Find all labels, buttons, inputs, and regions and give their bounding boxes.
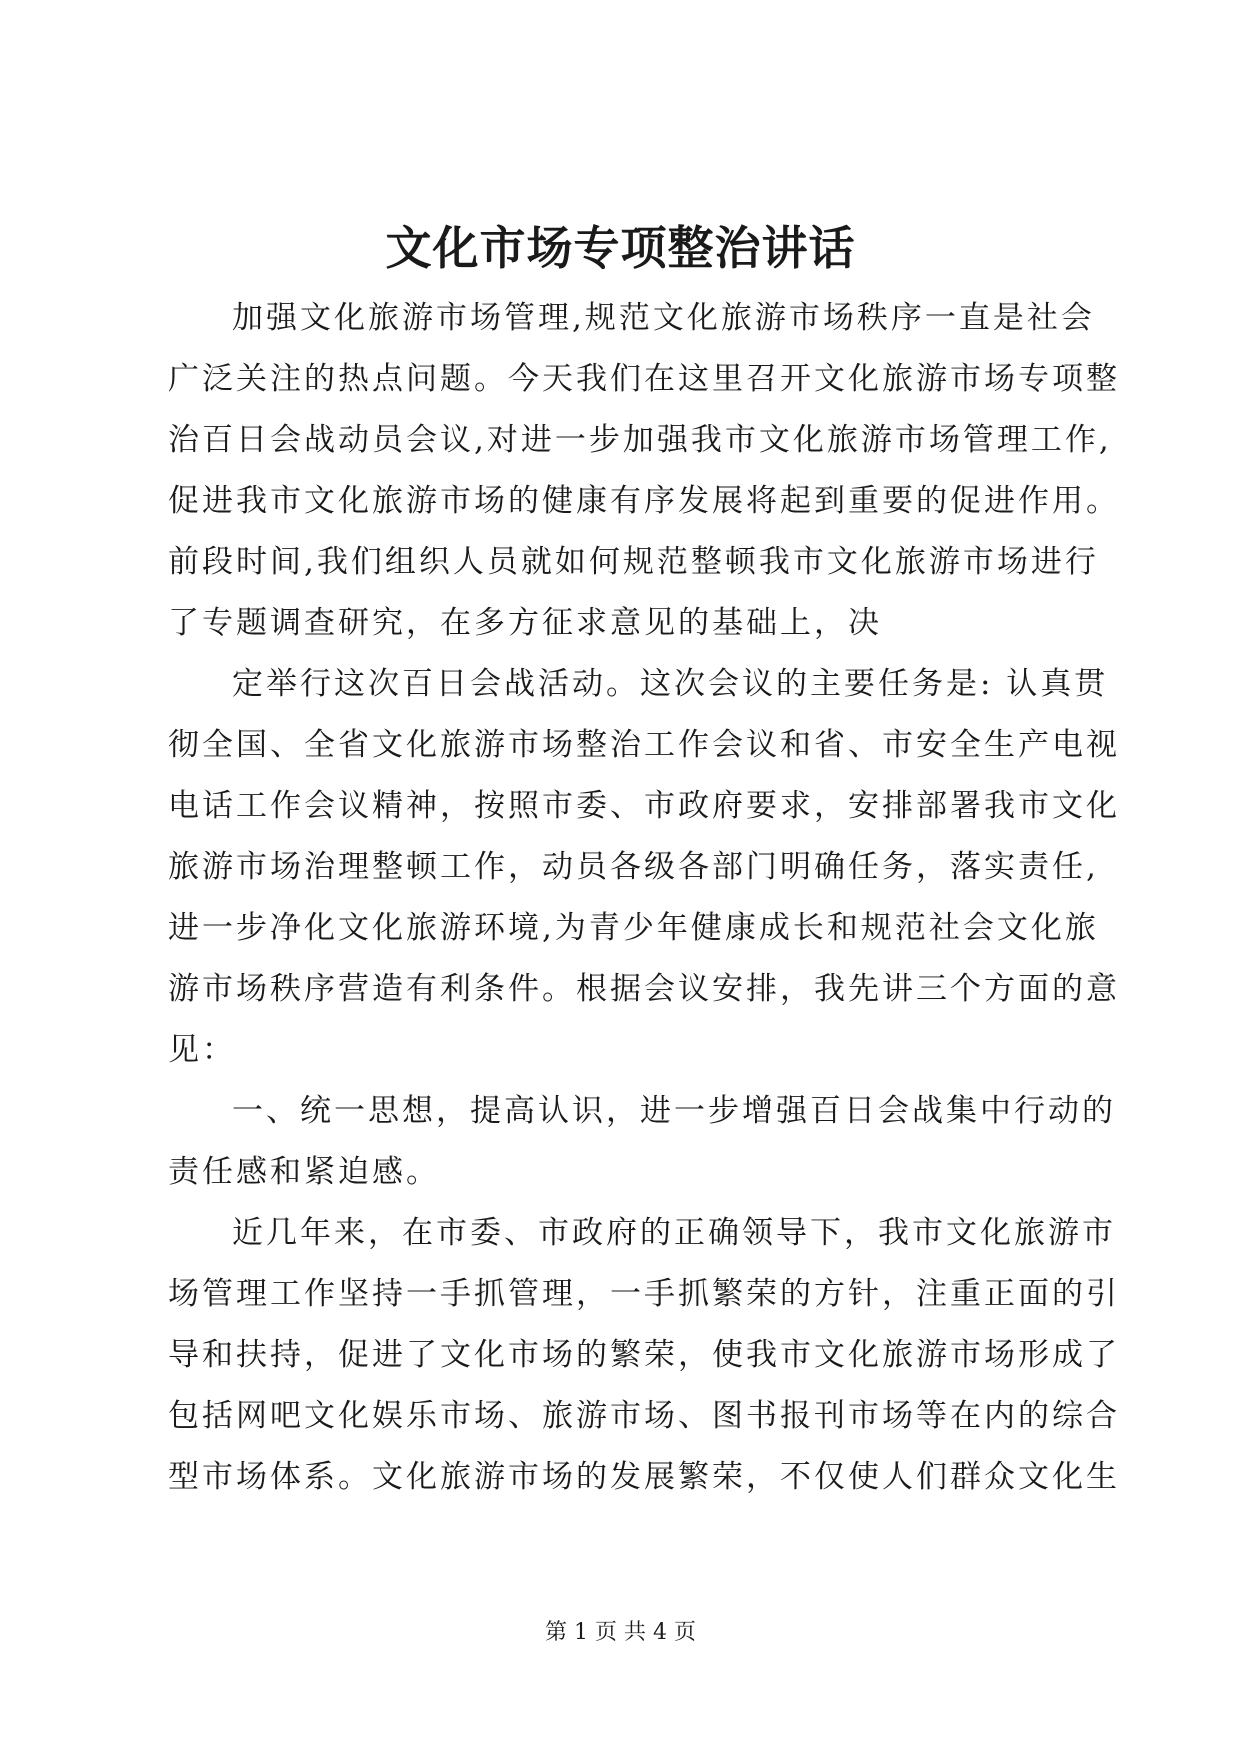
paragraph (168, 1081, 1116, 1203)
document-body (168, 288, 1120, 1508)
text-line: 定举行这次百日会战活动。这次会议的主要任务是: 认真贯 (232, 666, 1109, 702)
text-line: 型市场体系。文化旅游市场的发展繁荣，不仅使人们群众文化生 (168, 1459, 1120, 1495)
text-line: 近几年来，在市委、市政府的正确领导下，我市文化旅游市 (232, 1215, 1116, 1251)
text-line: 导和扶持，促进了文化市场的繁荣，使我市文化旅游市场形成了 (168, 1337, 1120, 1373)
text-line: 一、统一思想，提高认识，进一步增强百日会战集中行动的 (232, 1093, 1116, 1129)
text-line: 电话工作会议精神，按照市委、市政府要求，安排部署我市文化 (168, 788, 1120, 824)
text-line: 见： (168, 1032, 236, 1068)
text-line: 进一步净化文化旅游环境,为青少年健康成长和规范社会文化旅 (168, 910, 1099, 946)
text-line: 促进我市文化旅游市场的健康有序发展将起到重要的促进作用。 (168, 483, 1120, 519)
text-line: 加强文化旅游市场管理,规范文化旅游市场秩序一直是社会 (232, 300, 1095, 336)
paragraph (168, 654, 1120, 1081)
text-line: 责任感和紧迫感。 (168, 1154, 440, 1190)
text-line: 旅游市场治理整顿工作，动员各级各部门明确任务，落实责任, (168, 849, 1099, 885)
document-title: 文化市场专项整治讲话 (385, 221, 856, 275)
paragraph (168, 1203, 1120, 1508)
text-line: 场管理工作坚持一手抓管理，一手抓繁荣的方针，注重正面的引 (168, 1276, 1120, 1312)
text-line: 游市场秩序营造有利条件。根据会议安排，我先讲三个方面的意 (168, 971, 1120, 1007)
text-line: 治百日会战动员会议,对进一步加强我市文化旅游市场管理工作, (168, 422, 1112, 458)
text-line: 彻全国、全省文化旅游市场整治工作会议和省、市安全生产电视 (168, 727, 1120, 763)
text-line: 包括网吧文化娱乐市场、旅游市场、图书报刊市场等在内的综合 (168, 1398, 1120, 1434)
text-line: 前段时间,我们组织人员就如何规范整顿我市文化旅游市场进行 (168, 544, 1099, 580)
paragraph (168, 288, 1120, 654)
text-line: 广泛关注的热点问题。今天我们在这里召开文化旅游市场专项整 (168, 361, 1120, 397)
text-line: 了专题调查研究，在多方征求意见的基础上，决 (168, 605, 882, 641)
page-footer: 第 1 页 共 4 页 (545, 1620, 696, 1645)
